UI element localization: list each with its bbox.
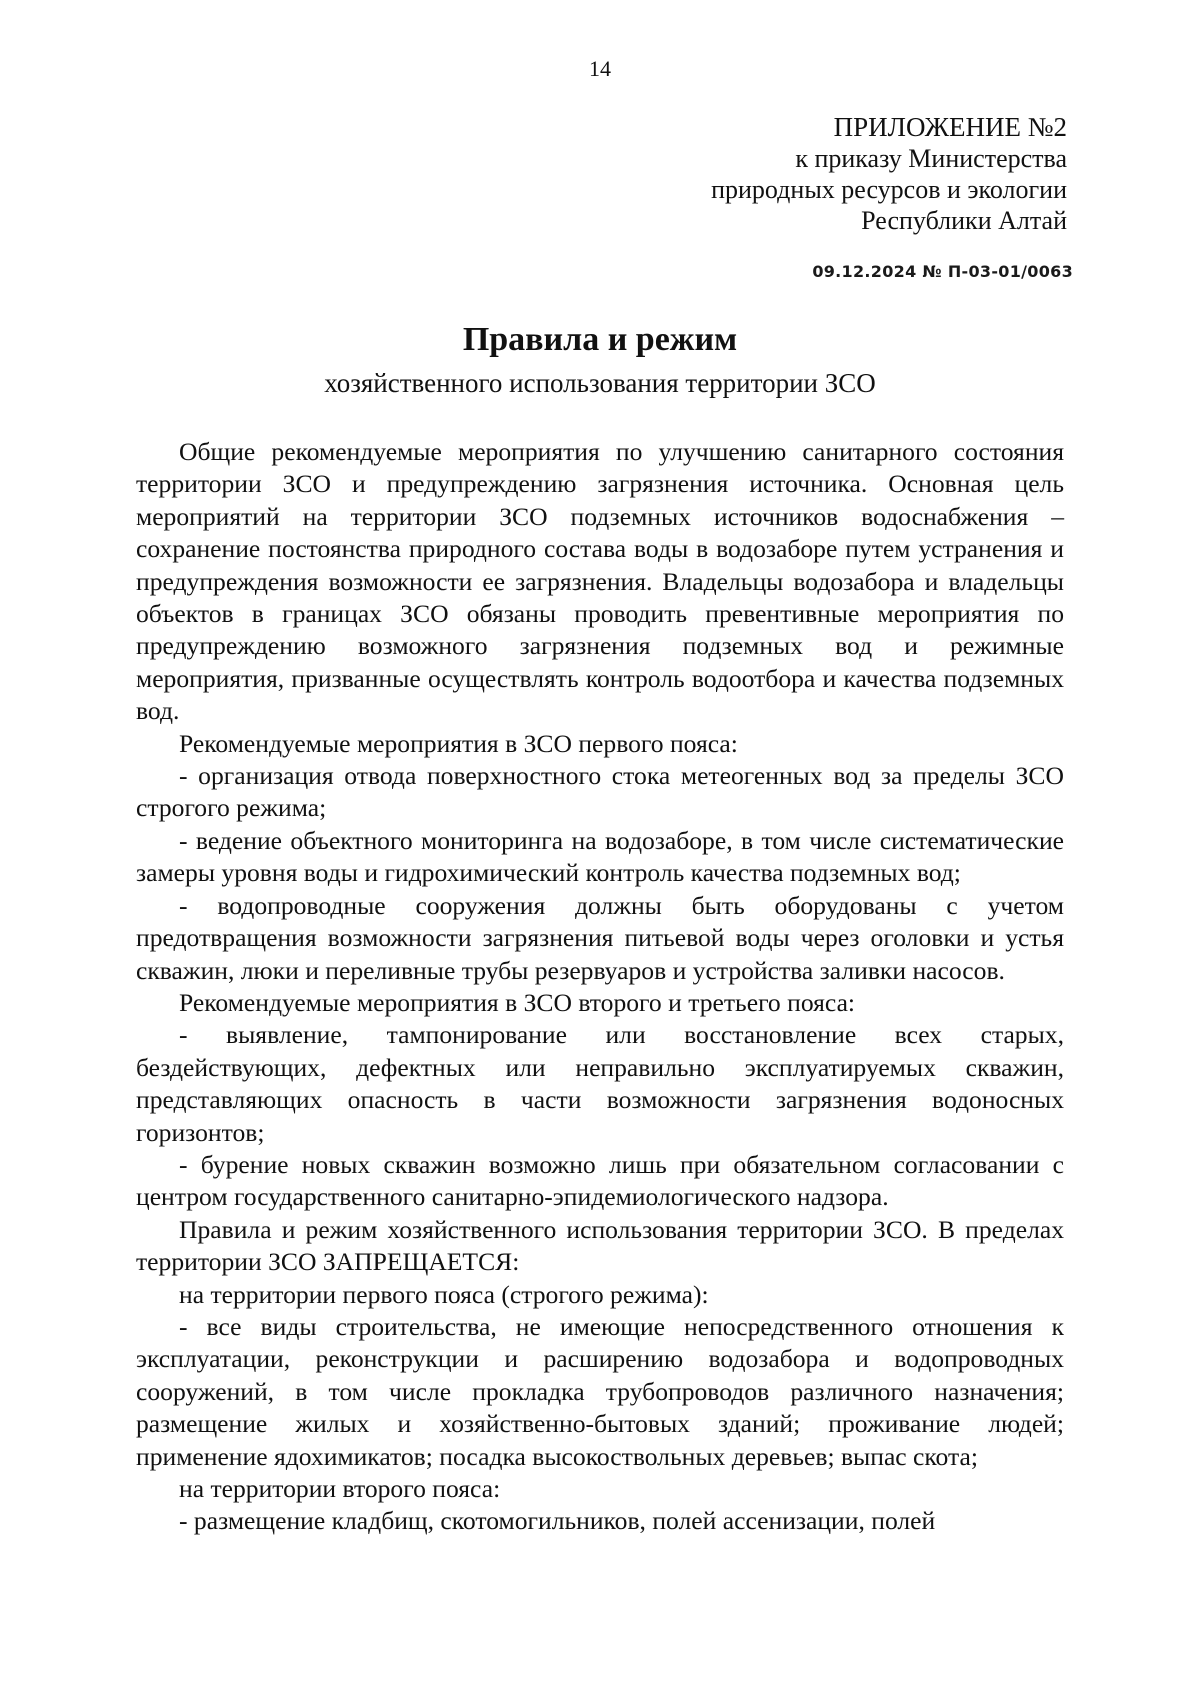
document-title: Правила и режим [462, 321, 738, 358]
appendix-line-3: Республики Алтай [861, 206, 1067, 235]
paragraph: - размещение кладбищ, скотомогильников, полей ассенизации, полей [179, 1506, 936, 1536]
paragraph: на территории первого пояса (строгого режима): [179, 1279, 709, 1309]
order-reference: 09.12.2024 № П-03-01/0063 [812, 262, 1073, 281]
appendix-line-1: к приказу Министерства [795, 144, 1067, 173]
page-number: 14 [589, 56, 611, 81]
paragraph: - бурение новых скважин возможно лишь при обязательном согласовании с центром государственного санитарно-эпидемиологического надзора. [136, 1149, 1064, 1212]
paragraph: Правила и режим хозяйственного использования территории ЗСО. В пределах территории ЗСО ЗАПРЕЩАЕТСЯ: [136, 1214, 1064, 1277]
appendix-line-2: природных ресурсов и экологии [711, 175, 1067, 204]
paragraph: на территории второго пояса: [179, 1474, 501, 1503]
appendix-number: ПРИЛОЖЕНИЕ №2 [833, 112, 1067, 142]
appendix-header [711, 112, 1067, 236]
document-subtitle: хозяйственного использования территории ЗСО [324, 368, 876, 398]
document-body [136, 436, 1064, 1538]
paragraph: - выявление, тампонирование или восстановление всех старых, бездействующих, дефектных или неправильно эксплуатируемых скважин, представляющих опасность в части возможности загрязнения водоносных горизонтов; [136, 1020, 1064, 1147]
paragraph: - ведение объектного мониторинга на водозаборе, в том числе систематические замеры уровня воды и гидрохимический контроль качества подземных вод; [136, 825, 1064, 888]
paragraph: - организация отвода поверхностного стока метеогенных вод за пределы ЗСО строгого режима; [136, 761, 1064, 823]
paragraph: Рекомендуемые мероприятия в ЗСО первого пояса: [179, 728, 738, 758]
paragraph: - водопроводные сооружения должны быть оборудованы с учетом предотвращения возможности загрязнения питьевой воды через оголовки и устья скважин, люки и переливные трубы резервуаров и устройства заливки насосов. [136, 890, 1064, 985]
paragraph: Рекомендуемые мероприятия в ЗСО второго и третьего пояса: [179, 987, 856, 1017]
paragraph: Общие рекомендуемые мероприятия по улучшению санитарного состояния территории ЗСО и предупреждению загрязнения источника. Основная цель мероприятий на территории ЗСО подземных источников водоснабжения – сохранение постоянства природного состава воды в водозаборе путем устранения и предупреждения возможности ее загрязнения. Владельцы водозабора и владельцы объектов в границах ЗСО обязаны проводить превентивные мероприятия по предупреждению возможного загрязнения подземных вод и режимные мероприятия, призванные осуществлять контроль водоотбора и качества подземных вод. [136, 437, 1064, 726]
paragraph: - все виды строительства, не имеющие непосредственного отношения к эксплуатации, реконструкции и расширению водозабора и водопроводных сооружений, в том числе прокладка трубопроводов различного назначения; размещение жилых и хозяйственно-бытовых зданий; проживание людей; применение ядохимикатов; посадка высокоствольных деревьев; выпас скота; [136, 1311, 1064, 1471]
